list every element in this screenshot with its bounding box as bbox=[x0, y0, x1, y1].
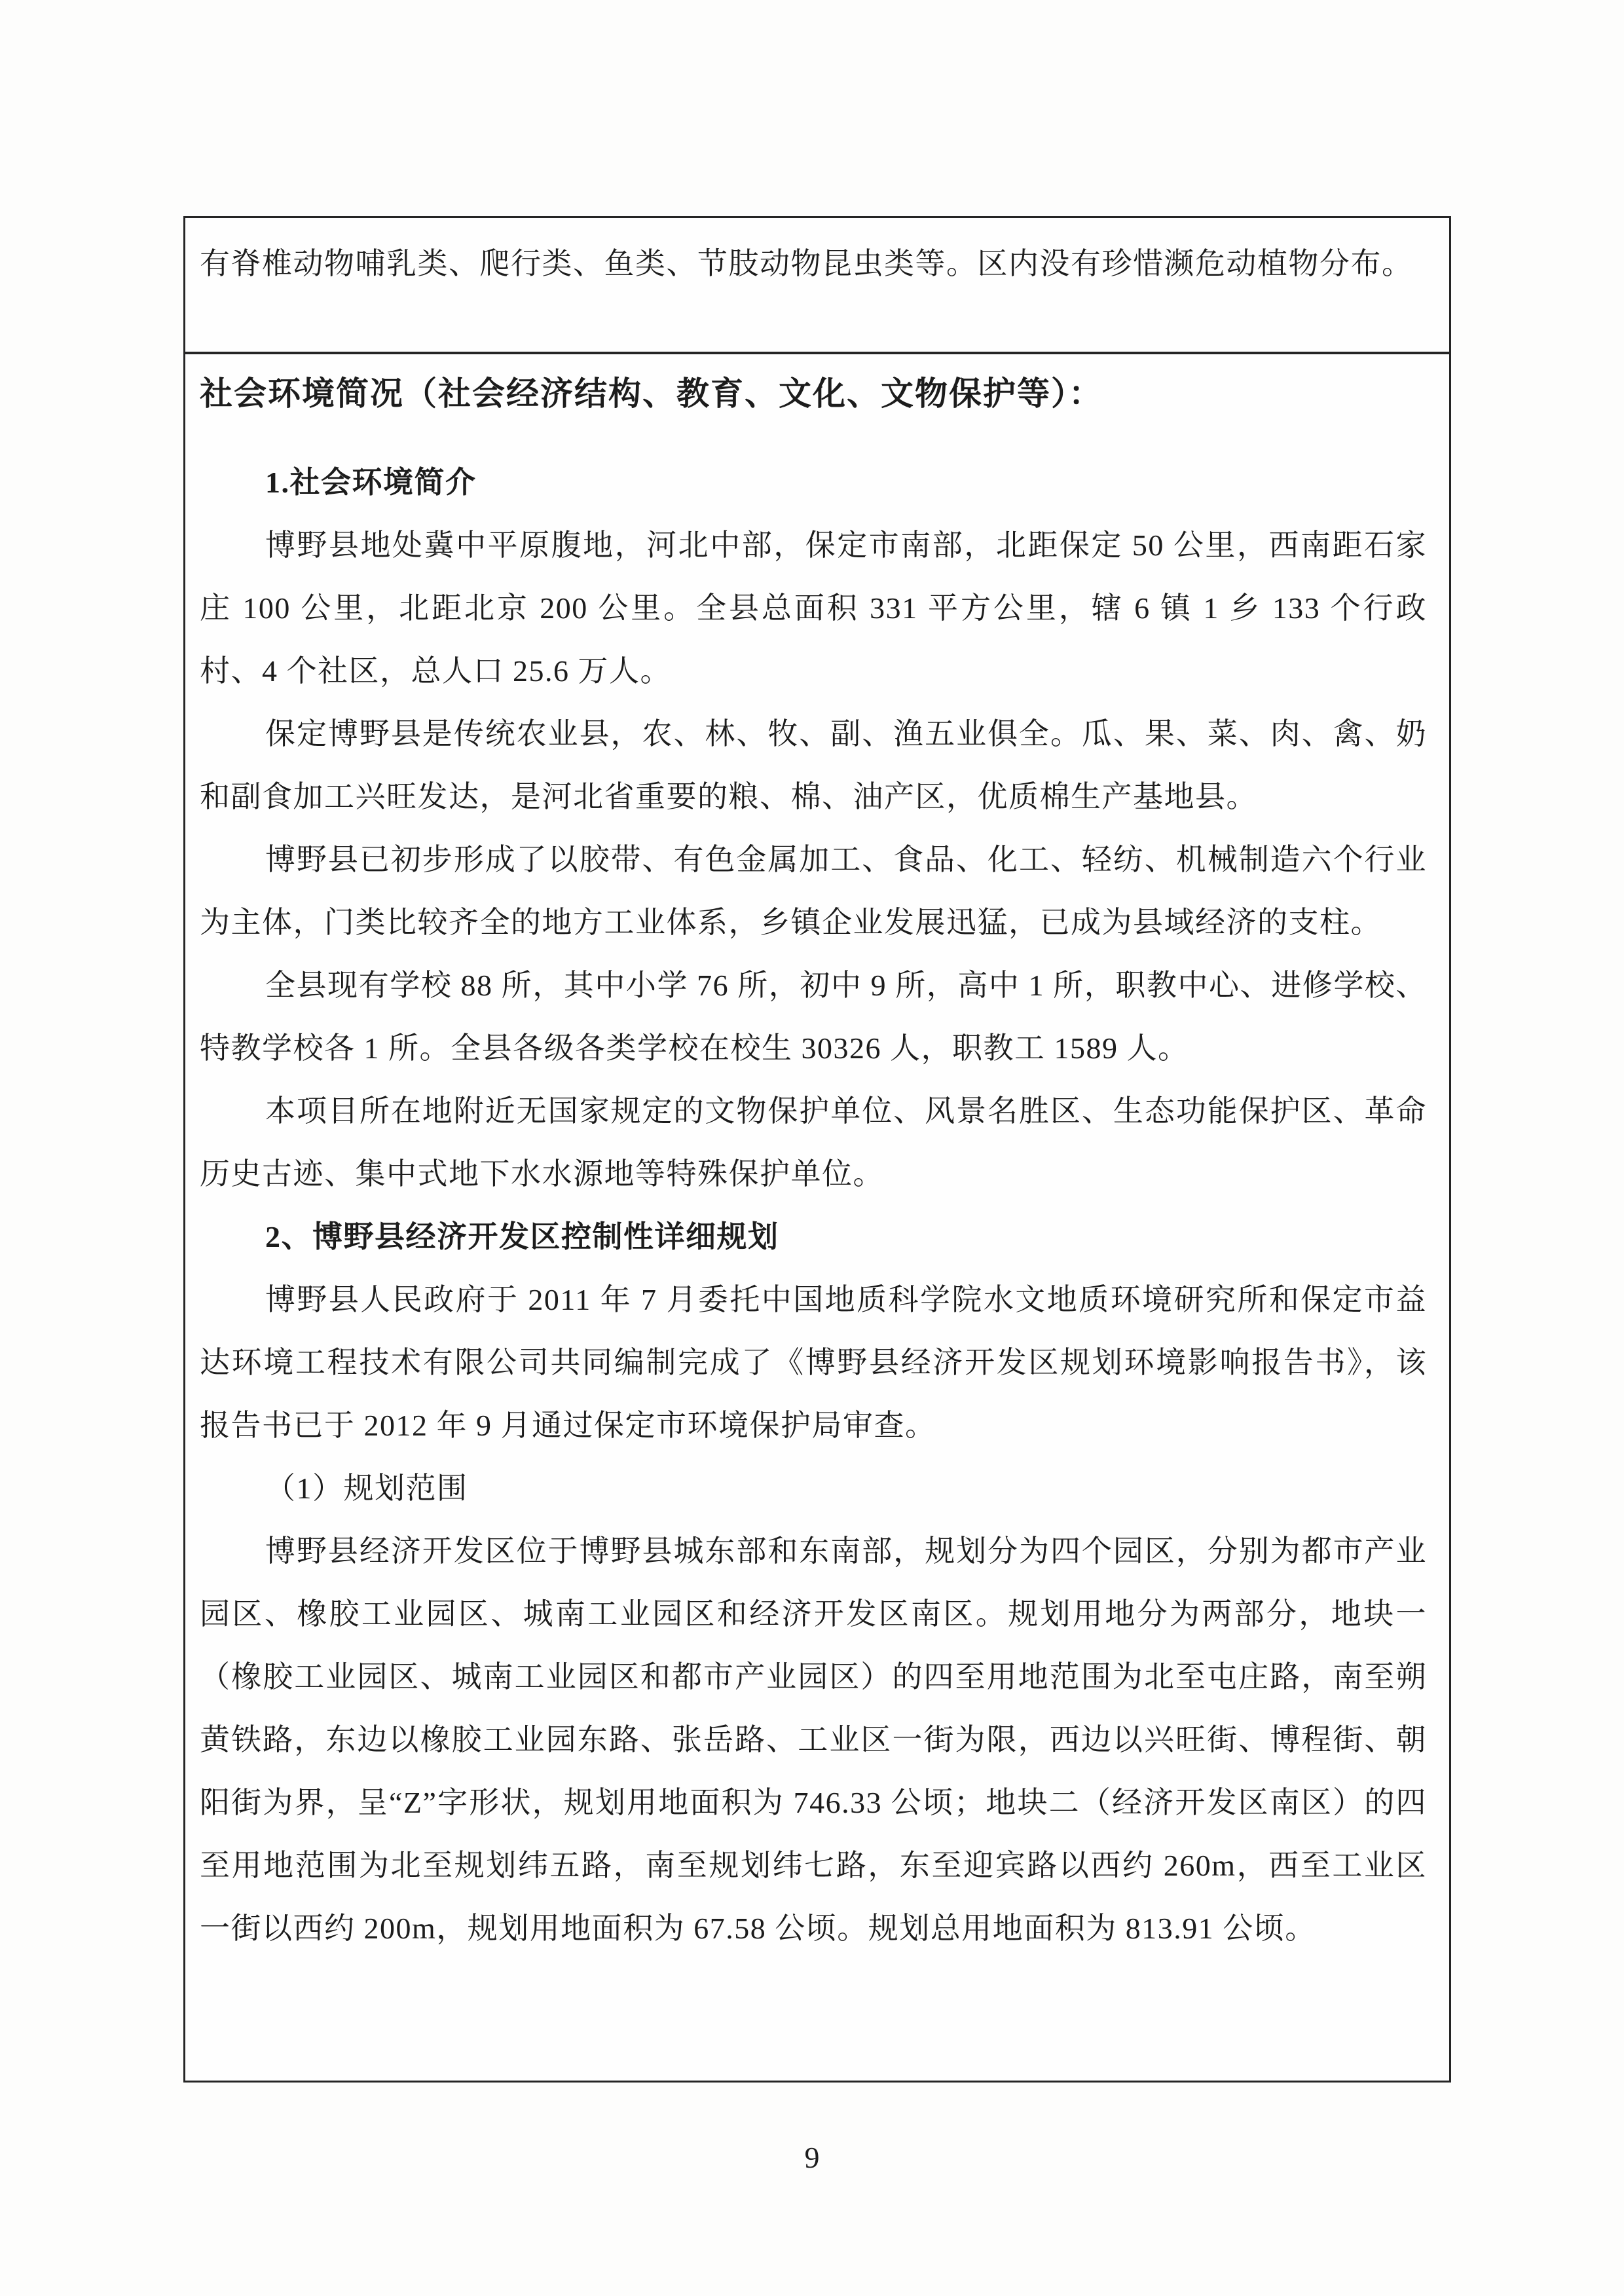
paragraph-heading-social-env-intro: 1.社会环境简介 bbox=[265, 466, 477, 499]
paragraph-schools: 全县现有学校 88 所，其中小学 76 所，初中 9 所，高中 1 所，职教中心、进修学校、特教学校各 1 所。全县各级各类学校在校生 30326 人，职教工 1589 人。 bbox=[200, 969, 1427, 1065]
section-title: 社会环境简况（社会经济结构、教育、文化、文物保护等）： bbox=[200, 375, 1103, 412]
form-table bbox=[183, 216, 1451, 2083]
paragraph-industry: 博野县已初步形成了以胶带、有色金属加工、食品、化工、轻纺、机械制造六个行业为主体，门类比较齐全的地方工业体系，乡镇企业发展迅猛，已成为县域经济的支柱。 bbox=[200, 843, 1427, 939]
table-row-continuation bbox=[185, 218, 1449, 354]
table-row-social-environment bbox=[185, 354, 1449, 1960]
paragraph-subheading-plan-scope: （1）规划范围 bbox=[265, 1472, 468, 1505]
paragraph-agriculture: 保定博野县是传统农业县，农、林、牧、副、渔五业俱全。瓜、果、菜、肉、禽、奶和副食加工兴旺发达，是河北省重要的粮、棉、油产区，优质棉生产基地县。 bbox=[200, 717, 1427, 813]
paragraph-plan-scope-detail: 博野县经济开发区位于博野县城东部和东南部，规划分为四个园区，分别为都市产业园区、橡胶工业园区、城南工业园区和经济开发区南区。规划用地分为两部分，地块一（橡胶工业园区、城南工业园区和都市产业园区）的四至用地范围为北至屯庄路，南至朔黄铁路，东边以橡胶工业园东路、张岳路、工业区一街为限，西边以兴旺街、博程街、朝阳街为界，呈“Z”字形状，规划用地面积为 746.33 公顷；地块二（经济开发区南区）的四至用地范围为北至规划纬五路，南至规划纬七路，东至迎宾路以西约 260m，西至工业区一街以西约 200m，规划用地面积为 67.58 公顷。规划总用地面积为 813.91 公顷。 bbox=[200, 1534, 1427, 1945]
paragraph-county-location: 博野县地处冀中平原腹地，河北中部，保定市南部，北距保定 50 公里，西南距石家庄 100 公里，北距北京 200 公里。全县总面积 331 平方公里，辖 6 镇 1 乡 133 个行政村、4 个社区，总人口 25.6 万人。 bbox=[200, 528, 1427, 688]
section-body bbox=[200, 451, 1427, 1960]
page-number: 9 bbox=[804, 2141, 820, 2174]
paragraph-plan-report: 博野县人民政府于 2011 年 7 月委托中国地质科学院水文地质环境研究所和保定市益达环境工程技术有限公司共同编制完成了《博野县经济开发区规划环境影响报告书》，该报告书已于 2012 年 9 月通过保定市环境保护局审查。 bbox=[200, 1283, 1427, 1442]
fauna-continuation-text: 有脊椎动物哺乳类、爬行类、鱼类、节肢动物昆虫类等。区内没有珍惜濒危动植物分布。 bbox=[200, 247, 1413, 280]
paragraph-heading-development-zone-plan: 2、博野县经济开发区控制性详细规划 bbox=[265, 1220, 779, 1253]
paragraph-protected-sites: 本项目所在地附近无国家规定的文物保护单位、风景名胜区、生态功能保护区、革命历史古迹、集中式地下水水源地等特殊保护单位。 bbox=[200, 1094, 1427, 1191]
